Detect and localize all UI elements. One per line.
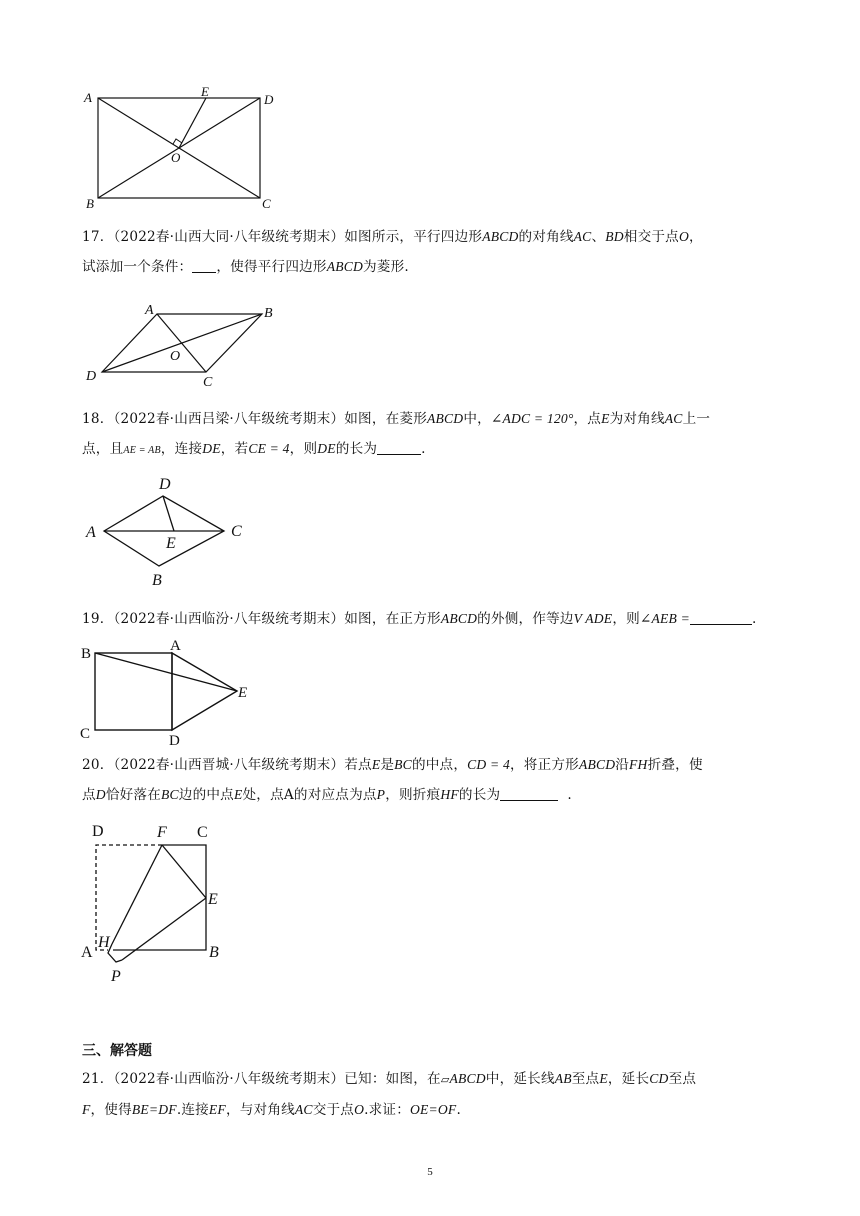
text: 边的中点 — [178, 787, 234, 803]
answer-blank[interactable] — [192, 258, 216, 273]
label-A: A — [84, 90, 92, 105]
label-A: A — [170, 638, 181, 654]
label-E: E — [166, 535, 176, 552]
text: . — [567, 787, 572, 803]
text: 的长为 — [335, 441, 378, 457]
text: 中，延长线 — [485, 1071, 555, 1087]
answer-blank[interactable] — [690, 610, 752, 625]
question-number: 18． — [82, 411, 114, 427]
label-D: D — [264, 92, 274, 107]
section-heading: 三、解答题 — [82, 1043, 152, 1059]
math: O — [354, 1102, 365, 1117]
question-number: 17． — [82, 229, 114, 245]
text: 折叠，使 — [647, 757, 703, 773]
text: 的中点， — [411, 757, 468, 773]
text: . — [421, 441, 426, 457]
rectangle-figure — [80, 86, 280, 216]
label-A: A — [86, 524, 96, 541]
text: 至点 — [668, 1071, 697, 1087]
text: 处，点A的对应点为点 — [242, 787, 377, 803]
text: ， — [689, 229, 703, 245]
text: ，若 — [220, 441, 249, 457]
text: 的外侧，作等边 — [477, 611, 574, 627]
text: .连接 — [176, 1102, 209, 1118]
math: V ADE — [573, 611, 613, 626]
text: 已知：如图，在 — [344, 1071, 441, 1087]
label-C: C — [262, 196, 271, 211]
label-C: C — [231, 523, 242, 540]
label-P: P — [111, 968, 121, 985]
question-20 — [82, 750, 782, 810]
question-18 — [82, 404, 782, 466]
text: . — [751, 611, 757, 627]
text: 交于点 — [312, 1102, 355, 1118]
text: ，连接 — [160, 441, 203, 457]
text: ，延长 — [607, 1071, 650, 1087]
question-number: 19． — [82, 611, 114, 627]
label-F: F — [157, 824, 167, 841]
math: DE — [317, 441, 336, 456]
label-B: B — [264, 306, 273, 321]
label-D: D — [159, 476, 171, 493]
text: ，则 — [289, 441, 318, 457]
math: ABCD — [482, 229, 519, 244]
label-A: A — [145, 303, 154, 318]
label-B: B — [81, 646, 92, 662]
math: AE = AB — [123, 445, 161, 456]
math: BD — [605, 229, 624, 244]
text: ，与对角线 — [225, 1102, 295, 1118]
fold-figure — [78, 820, 248, 988]
question-19 — [82, 604, 782, 634]
math: ABCD — [427, 411, 464, 426]
label-O: O — [171, 150, 181, 165]
page-number: 5 — [427, 1166, 433, 1178]
question-17 — [82, 222, 782, 282]
label-E: E — [201, 84, 209, 99]
label-C: C — [80, 726, 91, 742]
text: ，使得 — [90, 1102, 132, 1118]
label-D: D — [92, 823, 104, 840]
text: 沿 — [615, 757, 630, 773]
answer-blank[interactable] — [377, 440, 421, 455]
text: 、 — [591, 229, 606, 245]
question-source: （2022春·山西大同·八年级统考期末） — [113, 229, 345, 245]
label-E: E — [238, 685, 248, 701]
label-C: C — [203, 375, 213, 390]
rhombus-figure — [84, 474, 254, 589]
text: . — [456, 1102, 461, 1118]
question-source: （2022春·山西临汾·八年级统考期末） — [113, 1071, 345, 1087]
math: FH — [629, 757, 648, 772]
math: CD — [649, 1071, 669, 1086]
math: ∠AEB = — [639, 611, 690, 626]
math: ∠ADC = 120° — [490, 411, 574, 426]
text: ，使得平行四边形 — [216, 259, 327, 275]
question-21 — [82, 1064, 782, 1125]
parallelogram-symbol: ▱ — [440, 1073, 450, 1086]
text: 相交于点 — [623, 229, 679, 245]
math: E — [233, 787, 243, 802]
math: ABCD — [440, 611, 478, 626]
math: D — [95, 787, 106, 802]
math: ABCD — [578, 757, 616, 772]
label-H: H — [98, 934, 110, 951]
question-source: （2022春·山西临汾·八年级统考期末） — [113, 611, 345, 627]
label-C: C — [197, 824, 208, 841]
math: P — [376, 787, 386, 802]
math: ABCD — [449, 1071, 486, 1086]
text: 若点 — [344, 757, 372, 773]
math: DE — [202, 441, 221, 456]
label-O: O — [170, 349, 181, 364]
text: ，则 — [612, 611, 640, 627]
math: F — [82, 1102, 91, 1117]
text: 为菱形. — [363, 259, 409, 275]
math: BE=DF — [131, 1102, 177, 1117]
math: E — [371, 757, 381, 772]
text: 恰好落在 — [105, 787, 162, 803]
math: CE = 4 — [248, 441, 290, 456]
label-B: B — [86, 196, 94, 211]
text: 点，且 — [82, 441, 124, 457]
text: 至点 — [571, 1071, 600, 1087]
math: EF — [208, 1102, 226, 1117]
text: 上一 — [682, 411, 711, 427]
square-triangle-figure — [78, 636, 258, 748]
math: HF — [440, 787, 459, 802]
label-B: B — [209, 944, 219, 961]
question-source: （2022春·山西晋城·八年级统考期末） — [113, 757, 345, 773]
text: 的长为 — [458, 787, 501, 803]
text: 的对角线 — [518, 229, 574, 245]
math: CD = 4 — [467, 757, 510, 772]
text: 如图所示，平行四边形 — [344, 229, 483, 245]
text: 如图，在菱形 — [344, 411, 428, 427]
text: ，则折痕 — [385, 787, 441, 803]
math: O — [678, 229, 689, 244]
question-number: 21． — [82, 1071, 114, 1087]
text: ，将正方形 — [509, 757, 579, 773]
label-A: A — [81, 944, 93, 961]
math: E — [599, 1071, 608, 1086]
math: AC — [294, 1102, 313, 1117]
label-E: E — [208, 891, 218, 908]
math: OE=OF — [410, 1102, 457, 1117]
math: BC — [161, 787, 179, 802]
math: AC — [664, 411, 683, 426]
math: BC — [394, 757, 412, 772]
math: ABCD — [326, 259, 364, 274]
label-D: D — [169, 733, 180, 749]
text: 点 — [82, 787, 96, 803]
math: AB — [554, 1071, 572, 1086]
question-source: （2022春·山西吕梁·八年级统考期末） — [113, 411, 345, 427]
label-B: B — [152, 572, 162, 589]
label-D: D — [86, 369, 97, 384]
math: E — [601, 411, 610, 426]
text: 中， — [463, 411, 491, 427]
answer-blank[interactable] — [500, 786, 558, 801]
text: 如图，在正方形 — [344, 611, 441, 627]
math: AC — [573, 229, 592, 244]
text: 为对角线 — [609, 411, 665, 427]
text: .求证： — [364, 1102, 411, 1118]
text: 是 — [380, 757, 395, 773]
text: 试添加一个条件： — [82, 259, 193, 275]
parallelogram-figure — [82, 300, 292, 390]
text: ，点 — [573, 411, 602, 427]
question-number: 20． — [82, 757, 114, 773]
